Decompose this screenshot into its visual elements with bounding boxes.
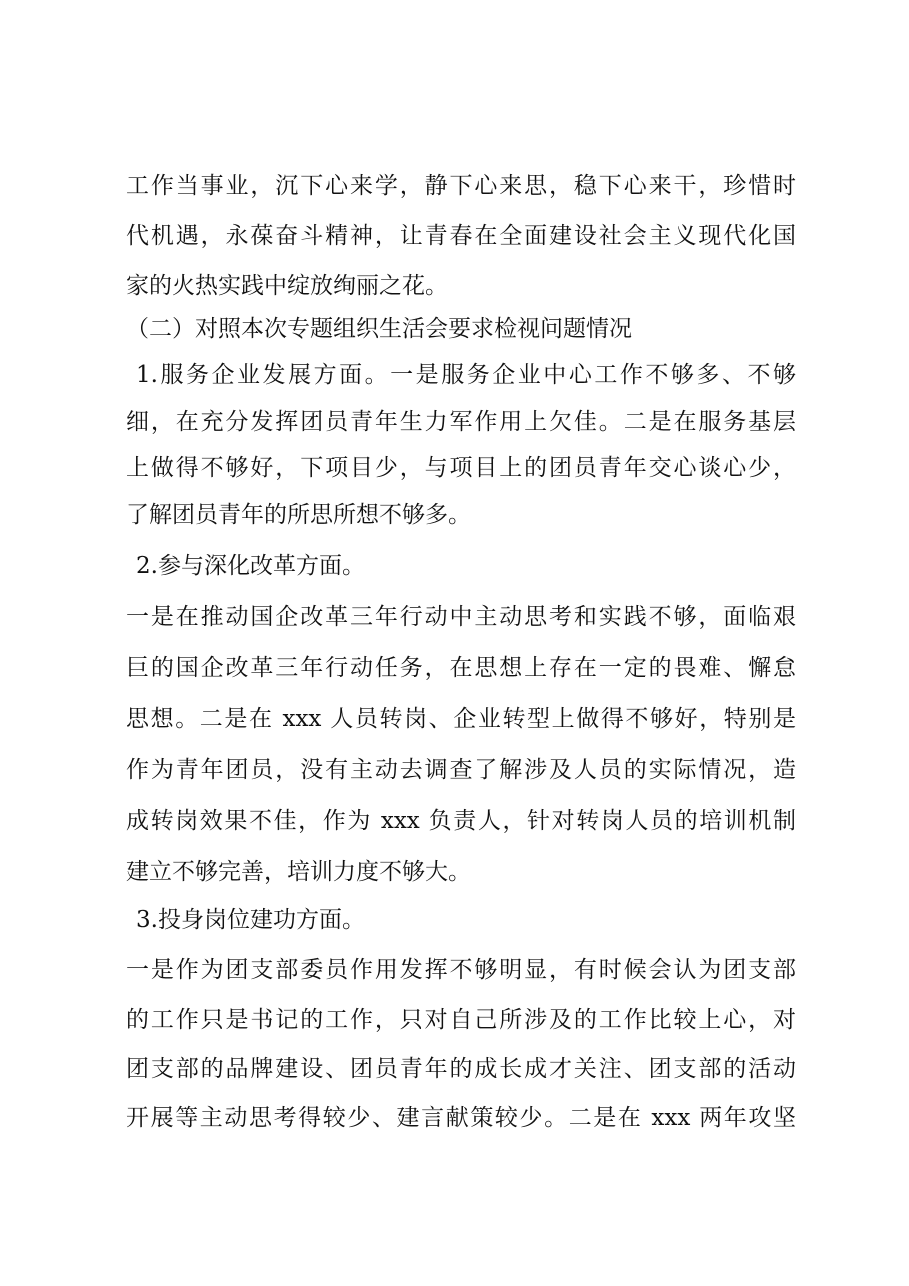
- text-line: 一是作为团支部委员作用发挥不够明显，有时候会认为团支部: [126, 957, 796, 983]
- text-line: 巨的国企改革三年行动任务，在思想上存在一定的畏难、懈怠: [126, 655, 796, 681]
- text-line: 一是在推动国企改革三年行动中主动思考和实践不够，面临艰: [126, 604, 796, 630]
- section-heading: （二）对照本次专题组织生活会要求检视问题情况: [126, 316, 632, 342]
- text-line: 工作当事业，沉下心来学，静下心来思，稳下心来干，珍惜时: [126, 173, 796, 199]
- text-line: 上做得不够好，下项目少，与项目上的团员青年交心谈心少，: [126, 455, 796, 481]
- text-line: 的工作只是书记的工作，只对自己所涉及的工作比较上心，对: [126, 1007, 796, 1033]
- text-line: 1.服务企业发展方面。一是服务企业中心工作不够多、不够: [136, 362, 796, 388]
- text-line: 家的火热实践中绽放绚丽之花。: [126, 273, 448, 299]
- text-line: 成转岗效果不佳，作为 xxx 负责人，针对转岗人员的培训机制: [126, 808, 796, 834]
- text-line: 思想。二是在 xxx 人员转岗、企业转型上做得不够好，特别是: [126, 706, 796, 732]
- subsection-heading: 2.参与深化改革方面。: [136, 553, 365, 579]
- text-line: 团支部的品牌建设、团员青年的成长成才关注、团支部的活动: [126, 1056, 796, 1082]
- subsection-heading: 3.投身岗位建功方面。: [136, 907, 365, 933]
- text-line: 细，在充分发挥团员青年生力军作用上欠佳。二是在服务基层: [126, 409, 796, 435]
- text-line: 作为青年团员，没有主动去调查了解涉及人员的实际情况，造: [126, 757, 796, 783]
- text-line: 开展等主动思考得较少、建言献策较少。二是在 xxx 两年攻坚: [126, 1105, 796, 1131]
- text-line: 代机遇，永葆奋斗精神，让青春在全面建设社会主义现代化国: [126, 223, 796, 249]
- text-line: 了解团员青年的所思所想不够多。: [126, 502, 471, 528]
- text-line: 建立不够完善，培训力度不够大。: [126, 859, 471, 885]
